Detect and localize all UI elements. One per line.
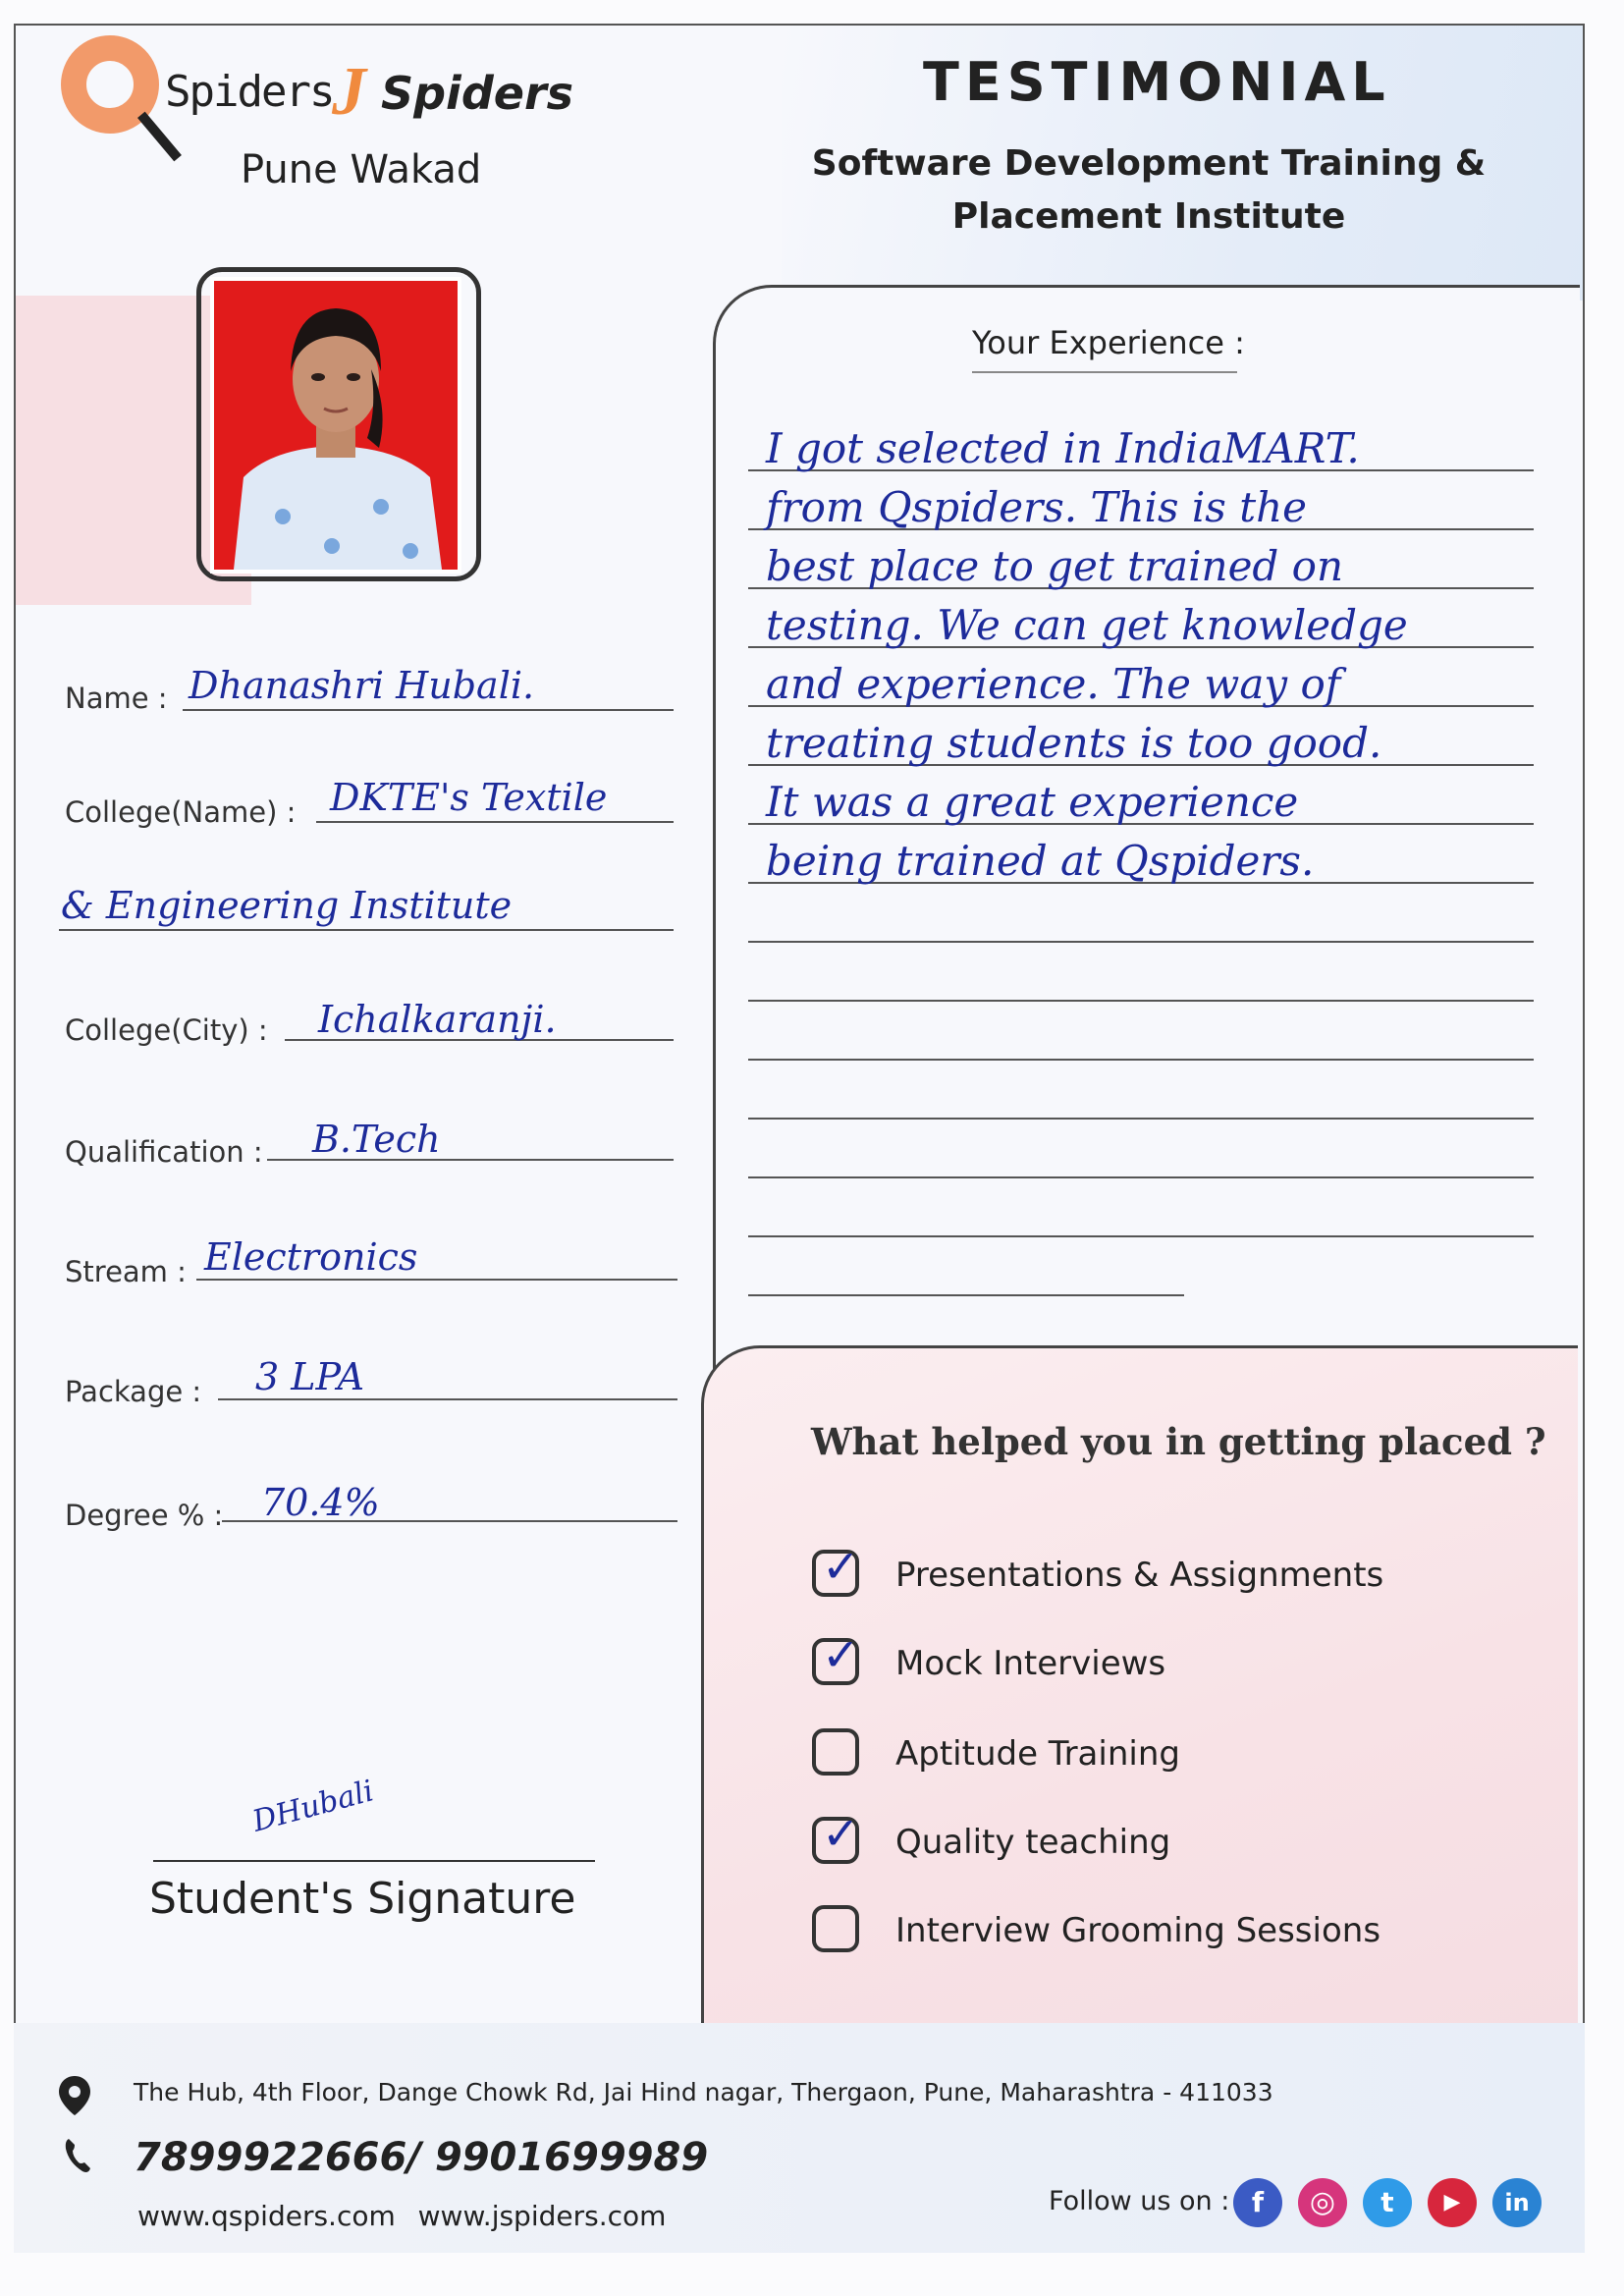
- experience-title: Your Experience :: [972, 324, 1245, 361]
- qspiders-website-link[interactable]: www.qspiders.com: [137, 2200, 396, 2232]
- youtube-icon[interactable]: ▶: [1428, 2178, 1477, 2227]
- checkbox-mock-interviews[interactable]: [812, 1628, 860, 1685]
- experience-text-line-5: and experience. The way of: [766, 660, 1341, 708]
- twitter-icon[interactable]: t: [1363, 2178, 1412, 2227]
- name-label: Name :: [65, 682, 168, 715]
- student-portrait-icon: [214, 281, 458, 570]
- check-icon: ✓: [822, 1628, 860, 1681]
- page-title: TESTIMONIAL: [923, 51, 1391, 113]
- name-value: Dhanashri Hubali.: [189, 664, 535, 707]
- experience-text-line-3: best place to get trained on: [766, 542, 1343, 590]
- experience-line: [748, 1000, 1534, 1002]
- qualification-value: B.Tech: [312, 1118, 441, 1161]
- qspiders-logo-text: Spiders: [165, 67, 334, 117]
- name-line: [183, 709, 674, 711]
- package-line: [218, 1398, 677, 1400]
- experience-text-line-7: It was a great experience: [766, 778, 1299, 826]
- placement-title: What helped you in getting placed ?: [811, 1420, 1546, 1463]
- option-presentations-label: Presentations & Assignments: [895, 1556, 1384, 1595]
- qualification-label: Qualification :: [65, 1135, 263, 1169]
- footer-phone[interactable]: 7899922666/ 9901699989: [134, 2135, 709, 2180]
- footer-websites: [137, 2200, 666, 2232]
- experience-line: [748, 1294, 1184, 1296]
- option-quality-teaching-label: Quality teaching: [895, 1823, 1171, 1862]
- package-label: Package :: [65, 1375, 202, 1408]
- checkbox-presentations[interactable]: [812, 1540, 860, 1597]
- college-city-label: College(City) :: [65, 1013, 268, 1047]
- option-aptitude-training-label: Aptitude Training: [895, 1734, 1180, 1774]
- checkbox-interview-grooming[interactable]: [812, 1905, 859, 1952]
- experience-line: [748, 1118, 1534, 1120]
- stream-line: [196, 1279, 677, 1281]
- experience-line: [748, 1059, 1534, 1061]
- experience-line: [748, 1176, 1534, 1178]
- college-name-line-2: [59, 929, 674, 931]
- subtitle-line-1: Software Development Training &: [811, 143, 1487, 184]
- branch-name: Pune Wakad: [241, 147, 482, 192]
- page-subtitle: [776, 137, 1522, 244]
- experience-text-line-6: treating students is too good.: [766, 719, 1382, 767]
- experience-text-line-2: from Qspiders. This is the: [766, 483, 1307, 531]
- check-icon: ✓: [822, 1807, 860, 1860]
- experience-text-line-8: being trained at Qspiders.: [766, 837, 1315, 885]
- stream-label: Stream :: [65, 1255, 187, 1288]
- option-interview-grooming-label: Interview Grooming Sessions: [895, 1911, 1381, 1950]
- jspiders-website-link[interactable]: www.jspiders.com: [417, 2200, 667, 2232]
- signature-label: Student's Signature: [149, 1874, 576, 1924]
- instagram-icon[interactable]: ◎: [1298, 2178, 1347, 2227]
- experience-text-line-1: I got selected in IndiaMART.: [766, 424, 1360, 472]
- experience-text-line-4: testing. We can get knowledge: [766, 601, 1408, 649]
- package-value: 3 LPA: [255, 1355, 365, 1398]
- facebook-icon[interactable]: f: [1233, 2178, 1282, 2227]
- phone-icon: [63, 2137, 92, 2174]
- jspiders-logo-letter: J: [332, 54, 366, 130]
- follow-us-label: Follow us on :: [1049, 2186, 1230, 2216]
- college-name-label: College(Name) :: [65, 795, 297, 829]
- subtitle-line-2: Placement Institute: [951, 196, 1346, 237]
- jspiders-logo-text: Spiders: [381, 67, 574, 120]
- checkbox-aptitude-training[interactable]: [812, 1728, 859, 1776]
- degree-value: 70.4%: [261, 1481, 380, 1524]
- college-name-value-2: & Engineering Institute: [61, 884, 513, 927]
- degree-label: Degree % :: [65, 1499, 224, 1532]
- experience-title-underline: [972, 371, 1237, 373]
- signature-line: [153, 1860, 595, 1862]
- college-city-value: Ichalkaranji.: [318, 998, 557, 1041]
- student-photo: [210, 277, 461, 574]
- location-pin-icon: [57, 2074, 92, 2117]
- experience-line: [748, 1235, 1534, 1237]
- experience-line: [748, 941, 1534, 943]
- student-signature-mark: DHubali: [248, 1774, 378, 1839]
- college-name-value-1: DKTE's Textile: [330, 776, 608, 819]
- stream-value: Electronics: [204, 1235, 418, 1279]
- checkbox-quality-teaching[interactable]: [812, 1807, 860, 1864]
- footer-address: The Hub, 4th Floor, Dange Chowk Rd, Jai Hind nagar, Thergaon, Pune, Maharashtra - 411033: [134, 2078, 1273, 2106]
- option-mock-interviews-label: Mock Interviews: [895, 1644, 1166, 1683]
- linkedin-icon[interactable]: in: [1492, 2178, 1542, 2227]
- check-icon: ✓: [822, 1540, 860, 1593]
- college-name-line: [316, 821, 674, 823]
